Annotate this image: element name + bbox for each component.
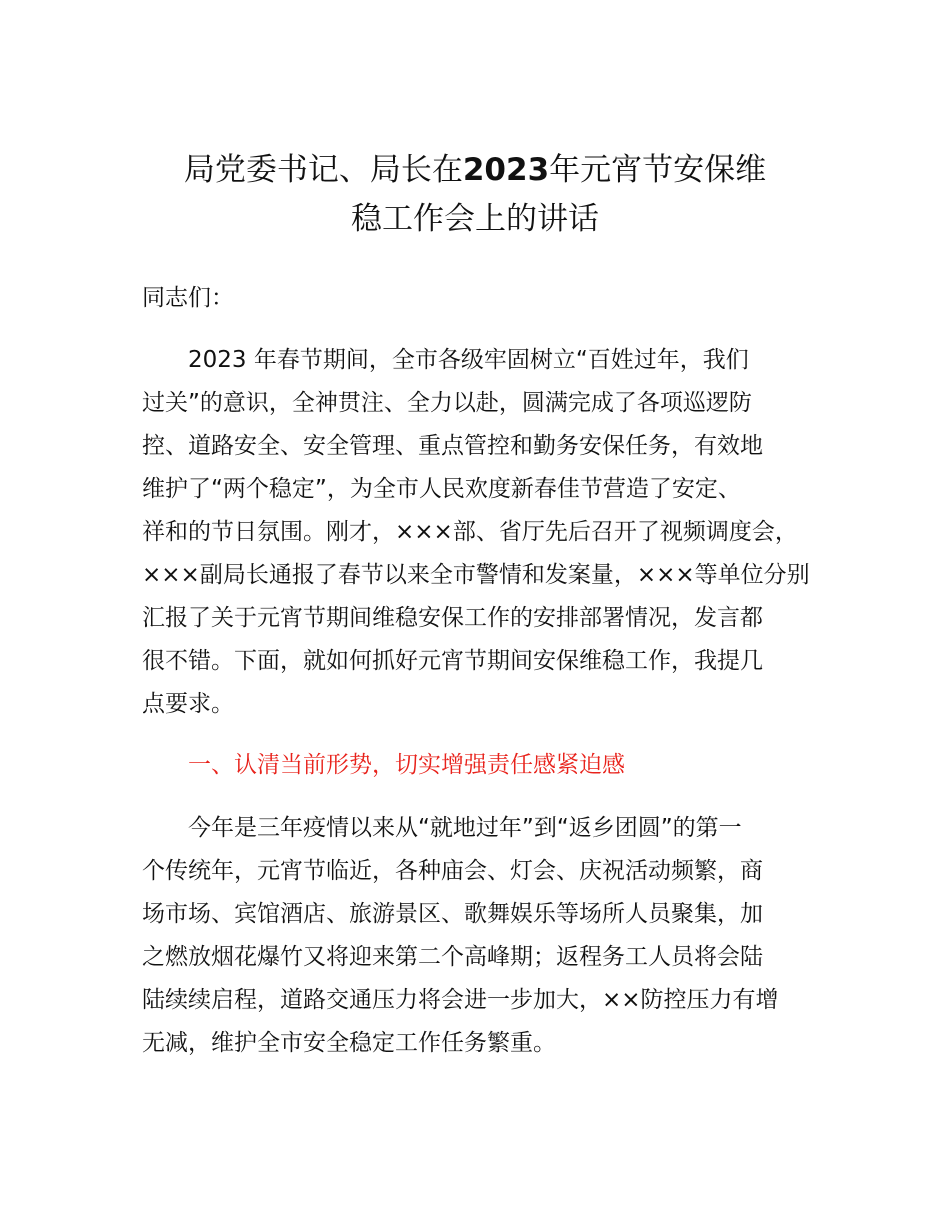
- paragraph-1-line: 过关”的意识，全神贯注、全力以赴，圆满完成了各项巡逻防: [142, 390, 752, 416]
- paragraph-1-line: 2023 年春节期间，全市各级牢固树立“百姓过年，我们: [188, 347, 749, 373]
- title-suffix: 年元宵节安保维: [549, 152, 767, 188]
- paragraph-2-line: 陆续续启程，道路交通压力将会进一步加大，××防控压力有增: [142, 987, 779, 1013]
- section-heading-1: 一、认清当前形势，切实增强责任感紧迫感: [188, 752, 625, 778]
- paragraph-1-line: 控、道路安全、安全管理、重点管控和勤务安保任务，有效地: [142, 433, 763, 459]
- title-year: 2023: [462, 152, 550, 188]
- page-title-line-1: [0, 148, 950, 192]
- paragraph-2-line: 无减，维护全市安全稳定工作任务繁重。: [142, 1030, 556, 1056]
- page-title-line-2: 稳工作会上的讲话: [351, 201, 599, 237]
- paragraph-1-line: 祥和的节日氛围。刚才，×××部、省厅先后召开了视频调度会，: [142, 519, 798, 545]
- paragraph-1-line: 汇报了关于元宵节期间维稳安保工作的安排部署情况，发言都: [142, 605, 763, 631]
- paragraph-2-line: 之燃放烟花爆竹又将迎来第二个高峰期；返程务工人员将会陆: [142, 944, 763, 970]
- paragraph-2-line: 今年是三年疫情以来从“就地过年”到“返乡团圆”的第一: [188, 815, 742, 841]
- paragraph-1-line: ×××副局长通报了春节以来全市警情和发案量，×××等单位分别: [142, 562, 810, 588]
- title-prefix: 局党委书记、局长在: [183, 152, 463, 188]
- paragraph-1-line: 维护了“两个稳定”，为全市人民欢度新春佳节营造了安定、: [142, 476, 741, 502]
- paragraph-1-line: 很不错。下面，就如何抓好元宵节期间安保维稳工作，我提几: [142, 648, 763, 674]
- paragraph-2-line: 场市场、宾馆酒店、旅游景区、歌舞娱乐等场所人员聚集，加: [142, 901, 763, 927]
- paragraph-1-line: 点要求。: [142, 691, 234, 717]
- salutation: 同志们：: [142, 285, 234, 311]
- paragraph-2-line: 个传统年，元宵节临近，各种庙会、灯会、庆祝活动频繁，商: [142, 858, 763, 884]
